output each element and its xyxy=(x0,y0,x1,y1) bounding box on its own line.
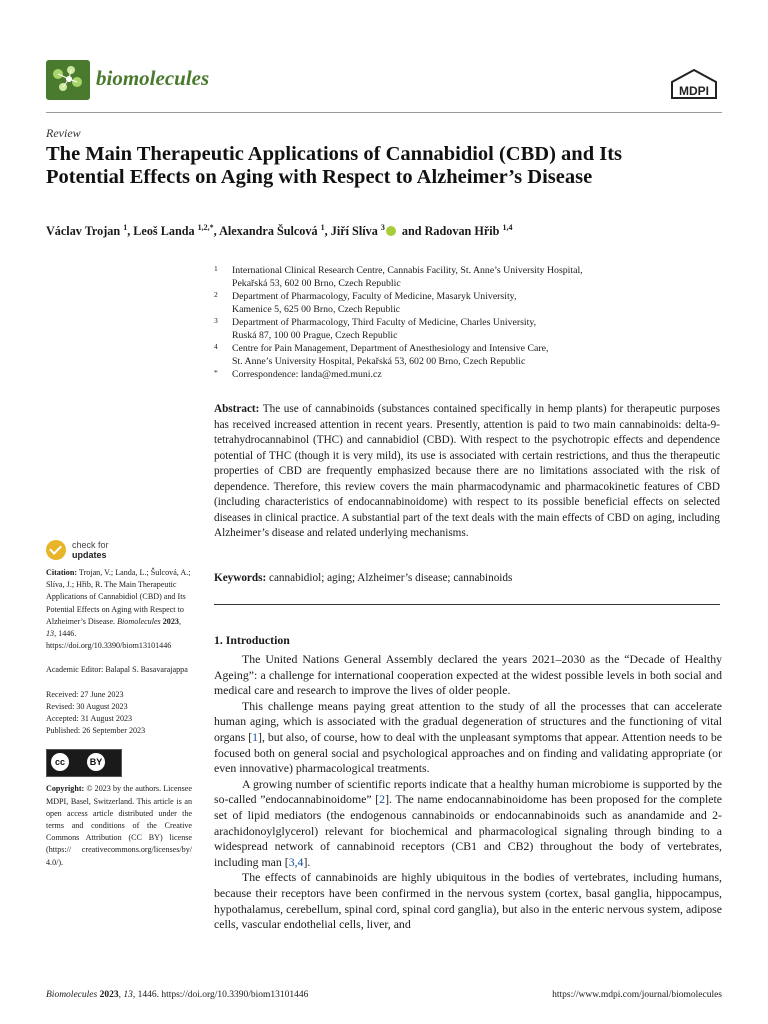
affiliation: 2 Department of Pharmacology, Faculty of Medicine, Masaryk University, Kamenice 5, 625 00 Brno, Czech Republic xyxy=(214,290,517,315)
paragraph: The United Nations General Assembly declared the years 2021–2030 as the “Decade of Healthy Ageing”: a challenge for international cooperation expected at the widest possible levels in both social and medical care and research to improve the lives of older people. xyxy=(214,652,722,698)
affiliation: 4 Centre for Pain Management, Department of Anesthesiology and Intensive Care, St. Anne’s University Hospital, Pekařská 53, 602 00 Brno, Czech Republic xyxy=(214,342,549,367)
paragraph: A growing number of scientific reports indicate that a healthy human microbiome is supported by the so-called ”endocannabinoidome” [2]. The name endocannabinoidome has been proposed for the complete set of lipid mediators (the endogenous cannabinoids or endocannabinoids such as anandamide and 2-arachidonoylglycerol) relevant for biochemical and pharmacological signaling through binding to a widespread network of cannabinoid receptors (CB1 and CB2) throughout the body of vertebrates, including man [3,4]. xyxy=(214,776,722,869)
journal-logo-icon xyxy=(46,60,90,100)
author-affiliation-mark: 1 xyxy=(123,223,128,232)
reference-link[interactable]: 3,4 xyxy=(288,854,304,869)
keywords-text: cannabidiol; aging; Alzheimer’s disease; cannabinoids xyxy=(269,572,513,584)
author-name: Leoš Landa xyxy=(133,224,195,239)
author-name: Radovan Hřib xyxy=(424,224,500,239)
journal-name: biomolecules xyxy=(96,66,210,90)
author-name: Alexandra Šulcová xyxy=(219,224,318,239)
paragraph: The effects of cannabinoids are highly ubiquitous in the bodies of vertebrates, including humans, because their receptors have been confirmed in the nervous system (cortex, basal ganglia, hippocampus, hypothalamus, cerebellum, spinal cord, spinal cord ganglia), but also in the enteric nervous system, adipose cells, vascular endothelial cells, liver, and xyxy=(214,870,722,932)
cc-by-license-icon[interactable]: cc BY xyxy=(46,749,122,777)
footer-journal-url[interactable]: https://www.mdpi.com/journal/biomolecules xyxy=(552,990,722,1000)
correspondence: * Correspondence: landa@med.muni.cz xyxy=(214,368,382,380)
copyright-label: Copyright: xyxy=(46,784,85,794)
check-for-updates-button[interactable]: check for updates xyxy=(46,540,186,564)
affiliation: 3 Department of Pharmacology, Third Faculty of Medicine, Charles University, Ruská 87, 100 00 Prague, Czech Republic xyxy=(214,316,537,341)
reference-link[interactable]: 1 xyxy=(252,729,259,744)
history-dates xyxy=(46,689,192,738)
received-date: Received: 27 June 2023 xyxy=(46,689,124,699)
citation-doi[interactable]: , 1446. https://doi.org/10.3390/biom13101446 xyxy=(46,629,172,651)
published-date: Published: 26 September 2023 xyxy=(46,726,146,736)
check-updates-icon xyxy=(46,540,66,560)
footer-citation: Biomolecules 2023, 13, 1446. https://doi.org/10.3390/biom13101446 xyxy=(46,990,309,1000)
revised-date: Revised: 30 August 2023 xyxy=(46,701,128,711)
article-type: Review xyxy=(46,126,81,140)
article-title: The Main Therapeutic Applications of Cannabidiol (CBD) and Its Potential Effects on Aging with Respect to Alzheimer’s Disease xyxy=(46,143,623,188)
author-list: Václav Trojan $^1$, Leoš Landa $^{1,2,*}$, Alexandra Šulcová $^1$, Jiří Slíva $^3$ and Radovan Hřib $^{1,4}$ xyxy=(46,223,513,239)
paragraph: This challenge means paying great attention to the study of all the processes that can accelerate human aging, which is associated with the gradual degeneration of structures and the functioning of vital organs [1], but also, of course, how to deal with the unpleasant symptoms that appear. Attention needs to be focused both on general social and psychological approaches and on finding and validating appropriate (or even innovative) pharmacological treatments. xyxy=(214,698,722,776)
mdpi-logo-text: MDPI xyxy=(679,84,709,98)
orcid-icon[interactable] xyxy=(386,226,396,236)
abstract-label: Abstract: xyxy=(214,403,260,415)
abstract-divider xyxy=(214,604,720,605)
keywords-label: Keywords: xyxy=(214,572,267,584)
author-name: Jiří Slíva xyxy=(330,224,378,239)
mdpi-logo-icon xyxy=(666,68,722,102)
author-affiliation-mark: 1,2,* xyxy=(197,223,214,232)
author-affiliation-mark: 1 xyxy=(320,223,325,232)
abstract xyxy=(214,402,720,542)
author-affiliation-mark: 1,4 xyxy=(502,223,513,232)
article-sidebar xyxy=(46,567,192,869)
citation: Citation: Trojan, V.; Landa, L.; Šulcová, A.; Slíva, J.; Hřib, R. The Main Therapeutic Applications of Cannabidiol (CBD) and Its Potential Effects on Aging with Respect to Alzheimer’s Disease. Biomolecules 2023, 13, 1446. https://doi.org/10.3390/biom13101446 xyxy=(46,568,191,651)
abstract-text: The use of cannabinoids (substances contained specifically in hemp plants) for therapeutic purposes has received increased attention in recent years. Presently, attention is paid to two main cannabinoids: delta-9-tetrahydrocannabinol (THC) and cannabidiol (CBD). With respect to the psychotropic effects and dependence potential of THC (though it is very mild), its use is associated with certain restrictions, and thus the therapeutic properties of CBD are frequently emphasized because there are no limitations associated with the risk of dependence. Therefore, this review covers the main pharmacodynamic and pharmacokinetic features of CBD (including characteristics of endocannabinoidome) with respect to its possible beneficial effects on selected diseases in clinical practice. A substantial part of the text deals with the main effects of CBD on aging, including Alzheimer’s disease and related underlying mechanisms. xyxy=(214,403,720,540)
academic-editor: Academic Editor: Balapal S. Basavarajappa xyxy=(46,665,188,675)
reference-link[interactable]: 2 xyxy=(379,792,386,807)
keywords xyxy=(214,572,720,584)
affiliation: 1 International Clinical Research Centre, Cannabis Facility, St. Anne’s University Hospital, Pekařská 53, 602 00 Brno, Czech Republic xyxy=(214,264,583,289)
header-divider xyxy=(46,112,722,113)
body-text xyxy=(214,652,722,933)
author-affiliation-mark: 3 xyxy=(380,223,385,232)
affiliation-list xyxy=(214,264,714,381)
copyright-notice: Copyright: © 2023 by the authors. Licensee MDPI, Basel, Switzerland. This article is an open access article distributed under the terms and conditions of the Creative Commons Attribution (CC BY) license (https:// creativecommons.org/licenses/by/ 4.0/). xyxy=(46,784,192,867)
citation-label: Citation: xyxy=(46,568,78,577)
accepted-date: Accepted: 31 August 2023 xyxy=(46,714,133,724)
section-heading: 1. Introduction xyxy=(214,633,290,647)
author-name: Václav Trojan xyxy=(46,224,121,239)
